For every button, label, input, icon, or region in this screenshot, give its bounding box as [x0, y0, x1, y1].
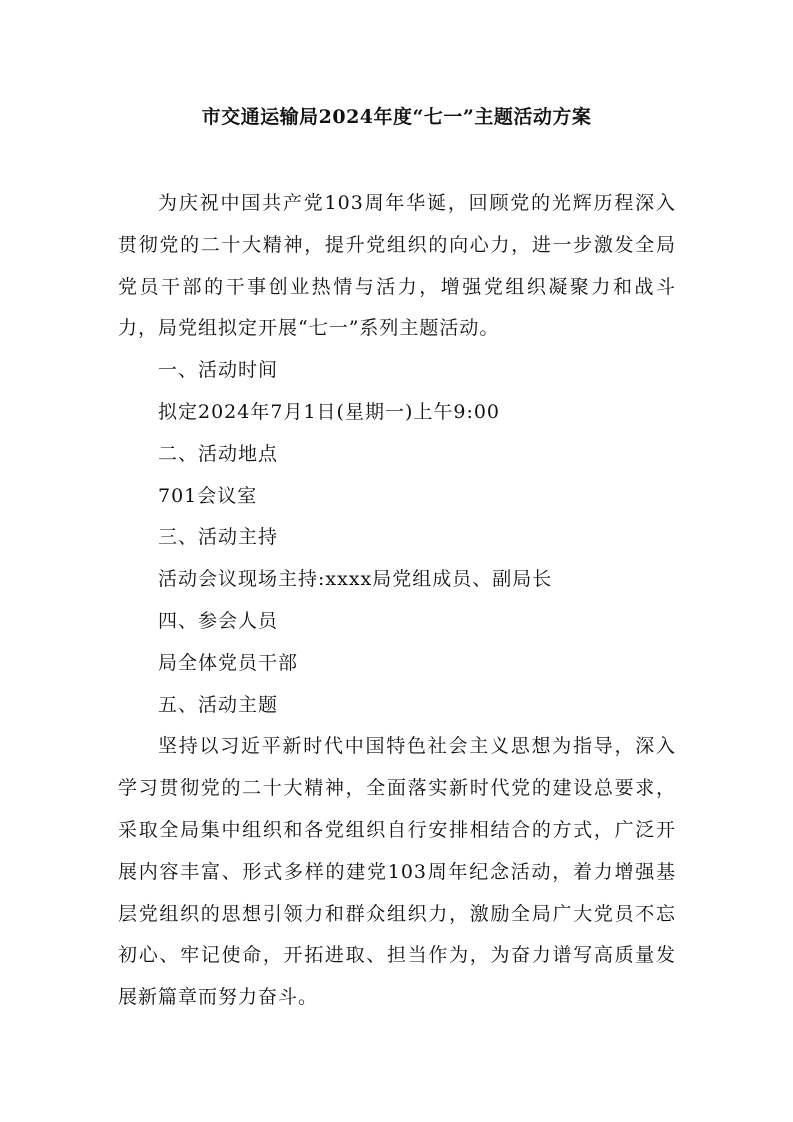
- section-heading-host: 三、活动主持: [158, 526, 279, 549]
- section-heading-attendees: 四、参会人员: [158, 609, 279, 632]
- theme-paragraph: 坚持以习近平新时代中国特色社会主义思想为指导，深入学习贯彻党的二十大精神，全面落实新时代党的建设总要求，采取全局集中组织和各党组织自行安排相结合的方式，广泛开展内容丰富、形式多样的建党103周年纪念活动，着力增强基层党组织的思想引领力和群众组织力，激励全局广大党员不忘初心、牢记使命，开拓进取、担当作为，为奋力谱写高质量发展新篇章而努力奋斗。: [118, 735, 676, 1009]
- section-content-host: 活动会议现场主持:xxxx局党组成员、副局长: [158, 568, 553, 591]
- section-content-location: 701会议室: [158, 484, 258, 507]
- document-body: [118, 183, 676, 1019]
- document-title: 市交通运输局2024年度“七一”主题活动方案: [201, 106, 592, 128]
- section-content-time: 拟定2024年7月1日(星期一)上午9:00: [158, 400, 501, 423]
- section-heading-time: 一、活动时间: [158, 359, 279, 382]
- section-heading-theme: 五、活动主题: [158, 693, 279, 716]
- section-heading-location: 二、活动地点: [158, 442, 279, 465]
- section-content-attendees: 局全体党员干部: [158, 651, 299, 674]
- intro-paragraph: 为庆祝中国共产党103周年华诞，回顾党的光辉历程深入贯彻党的二十大精神，提升党组织的向心力，进一步激发全局党员干部的干事创业热情与活力，增强党组织凝聚力和战斗力，局党组拟定开展“七一”系列主题活动。: [118, 192, 676, 340]
